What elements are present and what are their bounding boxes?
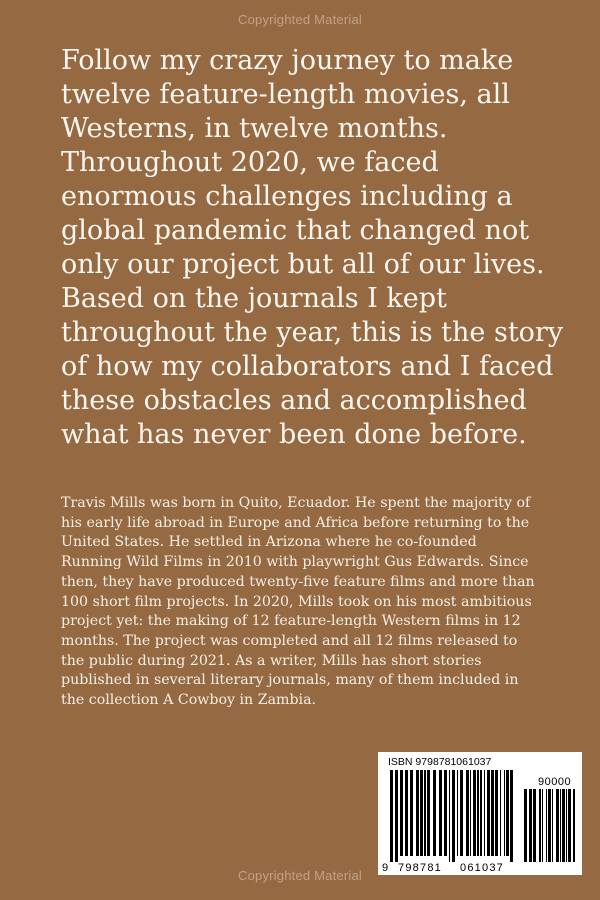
copyright-watermark-bottom: Copyrighted Material [238, 868, 362, 883]
barcode-bar [480, 770, 482, 856]
barcode-bar [552, 789, 553, 862]
barcode-bar [457, 770, 458, 856]
isbn-label: ISBN 9798781061037 [388, 756, 492, 768]
barcode-bar [416, 770, 419, 856]
barcode-bar [504, 770, 505, 856]
barcode-bar [420, 770, 423, 856]
barcode-bar [506, 770, 509, 856]
barcode-image [378, 752, 582, 875]
barcode-bar [400, 770, 403, 856]
barcode-bar [533, 789, 536, 862]
barcode-bar [477, 770, 479, 856]
barcode-bar [452, 770, 455, 862]
barcode-bar [524, 789, 527, 862]
barcode-bar [510, 770, 513, 862]
ean13-bars [390, 770, 513, 862]
price-code: 90000 [538, 776, 572, 788]
isbn-barcode-block [378, 752, 582, 875]
barcode-bar [566, 789, 567, 862]
barcode-bar [539, 789, 541, 862]
barcode-bar [449, 770, 450, 862]
barcode-bar [410, 770, 413, 856]
barcode-bar [405, 770, 408, 856]
barcode-bar [556, 789, 559, 862]
barcode-bar [487, 770, 490, 856]
barcode-bar [562, 789, 565, 862]
barcode-bar [466, 770, 469, 856]
barcode-bar [491, 770, 494, 856]
author-bio: Travis Mills was born in Quito, Ecuador. He spent the majority of his early life abroad in Europe and Africa before returning to the United States. He settled in Arizona where he co-founded Running Wild Films in 2010 with playwright Gus Edwards. Since then, they have produced twenty-five feature films and more than 100 short film projects. In 2020, Mills took on his most ambitious project yet: the making of 12 feature-length Western films in 12 months. The project was completed and all 12 films released to the public during 2021. As a writer, Mills has short stories published in several literary journals, many of them included in the collection A Cowboy in Zambia. [61, 495, 535, 709]
barcode-bar [573, 789, 575, 862]
barcode-bar [470, 770, 471, 856]
barcode-bar [495, 770, 498, 856]
barcode-bar [548, 789, 551, 862]
barcode-bar [542, 789, 543, 862]
barcode-bar [433, 770, 436, 856]
barcode-digits-left: 798781 [398, 862, 442, 874]
barcode-bar [500, 770, 501, 856]
barcode-bar [529, 789, 532, 862]
barcode-bar [424, 770, 426, 856]
barcode-bar [460, 770, 463, 856]
barcode-digit-first: 9 [382, 862, 389, 874]
barcode-bar [546, 789, 547, 862]
copyright-watermark-top: Copyrighted Material [238, 12, 362, 27]
barcode-bar [484, 770, 485, 856]
barcode-bar [568, 789, 571, 862]
back-cover-blurb: Follow my crazy journey to make twelve feature-length movies, all Westerns, in twelve months. Throughout 2020, we faced enormous challenges including a global pandemic that changed not only our project but all of our lives. Based on the journals I kept throughout the year, this is the story of how my collaborators and I faced these obstacles and accomplished what has never been done before. [61, 45, 564, 450]
barcode-bar [560, 789, 561, 862]
barcode-bar [439, 770, 442, 856]
price-addon-bars [524, 789, 575, 862]
barcode-bar [390, 770, 393, 862]
barcode-bar [427, 770, 430, 856]
barcode-bar [395, 770, 398, 862]
barcode-bar [444, 770, 447, 856]
barcode-bar [473, 770, 476, 856]
barcode-digits-right: 061037 [460, 862, 504, 874]
